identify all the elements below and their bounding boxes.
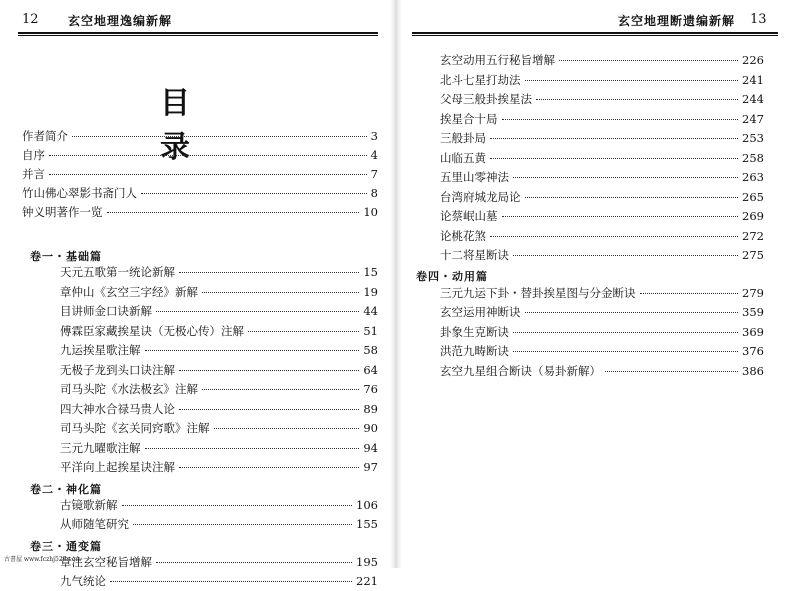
toc-entry-title: 三元九曜歌注解 (60, 440, 141, 455)
dot-leader (513, 351, 738, 352)
right-page-number: 13 (750, 12, 767, 27)
dot-leader (72, 136, 367, 137)
toc-entry-page: 89 (363, 401, 378, 416)
toc-entry-page: 272 (742, 228, 764, 243)
dot-leader (179, 272, 359, 273)
toc-entry-page: 155 (356, 517, 378, 531)
toc-entry (60, 362, 378, 380)
right-page (396, 0, 793, 568)
toc-entry-page: 15 (363, 265, 378, 279)
toc-entry-title: 平洋向上起挨星诀注解 (60, 460, 175, 474)
toc-entry-page: 76 (363, 382, 378, 396)
toc-entry (440, 363, 764, 381)
toc-entry-page: 106 (356, 497, 378, 512)
dot-leader (202, 389, 359, 390)
toc-entry-page: 90 (363, 421, 378, 435)
toc-entry (22, 128, 378, 146)
toc-entry-title: 十二将星断诀 (440, 248, 509, 262)
toc-entry (440, 343, 764, 361)
toc-entry-title: 北斗七星打劫法 (440, 72, 521, 87)
toc-entry-title: 父母三般卦挨星法 (440, 92, 532, 106)
toc-entry-title: 钟义明著作一览 (22, 205, 103, 219)
toc-entry-title: 自序 (22, 148, 45, 162)
toc-entry-title: 九运挨星歌注解 (60, 343, 141, 357)
dot-leader (179, 467, 359, 468)
toc-entry-page: 94 (363, 440, 378, 455)
toc-entry-page: 241 (742, 72, 764, 87)
toc-entry-page: 8 (370, 186, 378, 200)
toc-entry-page: 195 (356, 554, 378, 569)
dot-leader (525, 197, 739, 198)
toc-entry (440, 285, 764, 303)
toc-entry-page: 221 (356, 574, 378, 588)
toc-entry-page: 386 (742, 363, 764, 378)
dot-leader (133, 524, 352, 525)
dot-leader (502, 216, 739, 217)
toc-entry-title: 目讲师金口诀新解 (60, 304, 152, 318)
right-running-title: 玄空地理断遗编新解 (618, 14, 736, 28)
dot-leader (525, 80, 739, 81)
toc-entry (22, 185, 378, 203)
toc-entry-title: 天元五歌第一统论新解 (60, 265, 175, 279)
toc-entry-page: 263 (742, 170, 764, 184)
dot-leader (502, 119, 739, 120)
toc-entry (440, 150, 764, 168)
dot-leader (122, 505, 353, 506)
toc-entry-title: 卦象生克断诀 (440, 324, 509, 339)
dot-leader (513, 255, 738, 256)
toc-entry-title: 玄空九星组合断诀（易卦新解） (440, 363, 601, 378)
toc-entry-title: 三般卦局 (440, 131, 486, 145)
toc-entry-page: 369 (742, 324, 764, 339)
toc-entry (60, 497, 378, 515)
toc-title: 目 录 (160, 86, 216, 165)
toc-entry-title: 并言 (22, 167, 45, 181)
left-running-title: 玄空地理逸编新解 (68, 14, 173, 28)
dot-leader (156, 311, 359, 312)
dot-leader (179, 409, 359, 410)
toc-entry-title: 玄空动用五行秘旨增解 (440, 53, 555, 67)
left-header-rule-thin (18, 35, 378, 36)
toc-entry (60, 516, 378, 534)
right-header-rule (412, 32, 778, 34)
toc-entry-page: 265 (742, 189, 764, 204)
toc-entry-title: 章仲山《玄空三字经》新解 (60, 284, 198, 299)
toc-entry (440, 52, 764, 70)
toc-entry-page: 58 (363, 343, 378, 357)
toc-entry (60, 342, 378, 360)
dot-leader (490, 236, 738, 237)
toc-entry-page: 3 (370, 129, 378, 143)
toc-entry-title: 作者简介 (22, 129, 68, 143)
toc-entry-title: 司马头陀《水法极玄》注解 (60, 382, 198, 396)
dot-leader (490, 138, 738, 139)
toc-entry-page: 258 (742, 150, 764, 165)
toc-entry-page: 7 (370, 167, 378, 181)
toc-entry-page: 247 (742, 111, 764, 126)
toc-entry-page: 269 (742, 209, 764, 223)
toc-entry-page: 44 (363, 304, 378, 318)
left-page (0, 0, 396, 588)
dot-leader (107, 212, 360, 213)
right-header-rule-thin (412, 35, 778, 36)
part-heading: 卷一・基础篇 (30, 250, 102, 263)
dot-leader (179, 370, 359, 371)
toc-entry (60, 459, 378, 477)
dot-leader (49, 155, 367, 156)
toc-entry-title: 论蔡岷山墓 (440, 209, 498, 223)
toc-entry (440, 228, 764, 246)
dot-leader (145, 350, 360, 351)
dot-leader (141, 193, 367, 194)
toc-entry (60, 381, 378, 399)
dot-leader (49, 174, 367, 175)
toc-entry-page: 4 (370, 148, 378, 162)
dot-leader (536, 99, 738, 100)
toc-entry-page: 19 (363, 284, 378, 299)
toc-entry-page: 64 (363, 362, 378, 377)
toc-entry (60, 573, 378, 591)
toc-entry-title: 傅霖臣家藏挨星诀（无极心传）注解 (60, 323, 244, 338)
toc-entry (60, 284, 378, 302)
toc-entry-page: 275 (742, 248, 764, 262)
toc-entry-title: 三元九运下卦・替卦挨星图与分金断诀 (440, 285, 636, 300)
toc-entry (440, 189, 764, 207)
toc-entry-title: 论桃花煞 (440, 228, 486, 243)
toc-entry-page: 226 (742, 53, 764, 67)
toc-entry (22, 204, 378, 222)
toc-entry (440, 91, 764, 109)
toc-entry (22, 166, 378, 184)
toc-entry (60, 303, 378, 321)
part-heading: 卷四・动用篇 (416, 269, 488, 283)
watermark-footer: 古書屋 www.fczhj520.com (4, 556, 81, 563)
part-heading: 卷二・神化篇 (30, 482, 102, 496)
toc-entry-title: 玄空运用神断诀 (440, 305, 521, 319)
toc-entry-title: 山临五黄 (440, 150, 486, 165)
dot-leader (110, 581, 352, 582)
dot-leader (513, 177, 738, 178)
toc-entry (60, 401, 378, 419)
toc-entry (440, 247, 764, 265)
toc-entry (440, 208, 764, 226)
toc-entry-page: 51 (363, 323, 378, 338)
dot-leader (490, 158, 738, 159)
toc-entry-title: 司马头陀《玄关同窍歌》注解 (60, 421, 210, 435)
toc-entry (440, 72, 764, 90)
toc-entry-title: 洪范九畴断诀 (440, 344, 509, 358)
toc-entry-page: 10 (363, 205, 378, 219)
dot-leader (248, 331, 359, 332)
dot-leader (559, 60, 738, 61)
dot-leader (640, 293, 739, 294)
toc-entry (60, 440, 378, 458)
left-page-number: 12 (22, 12, 39, 27)
toc-entry-title: 九气统论 (60, 574, 106, 588)
toc-entry-page: 376 (742, 344, 764, 358)
toc-entry (440, 130, 764, 148)
toc-entry (60, 323, 378, 341)
toc-entry-page: 359 (742, 305, 764, 319)
toc-entry (440, 304, 764, 322)
toc-entry-page: 244 (742, 92, 764, 106)
left-header-rule (18, 32, 378, 34)
dot-leader (214, 428, 360, 429)
dot-leader (605, 371, 738, 372)
dot-leader (525, 312, 739, 313)
toc-entry-page: 279 (742, 285, 764, 300)
part-heading: 卷三・通变篇 (30, 539, 102, 553)
toc-entry-title: 台湾府城龙局论 (440, 189, 521, 204)
toc-entry-title: 四大神水合禄马贵人论 (60, 401, 175, 416)
toc-entry (440, 111, 764, 129)
dot-leader (513, 332, 738, 333)
toc-entry (440, 169, 764, 187)
toc-entry-title: 竹山佛心翠影书斋门人 (22, 186, 137, 200)
toc-entry (440, 324, 764, 342)
toc-entry (22, 147, 378, 165)
dot-leader (202, 292, 359, 293)
toc-entry-title: 挨星合十局 (440, 111, 498, 126)
toc-entry-title: 五里山零神法 (440, 170, 509, 184)
toc-entry-title: 章注玄空秘旨增解 (60, 554, 152, 569)
toc-entry-page: 253 (742, 131, 764, 145)
toc-entry-page: 97 (363, 460, 378, 474)
toc-entry (60, 264, 378, 282)
toc-entry-title: 古镜歌新解 (60, 497, 118, 512)
toc-entry (60, 420, 378, 438)
dot-leader (156, 562, 352, 563)
toc-entry-title: 从师随笔研究 (60, 517, 129, 531)
toc-entry (60, 554, 378, 572)
dot-leader (145, 448, 360, 449)
toc-entry-title: 无极子龙到头口诀注解 (60, 362, 175, 377)
